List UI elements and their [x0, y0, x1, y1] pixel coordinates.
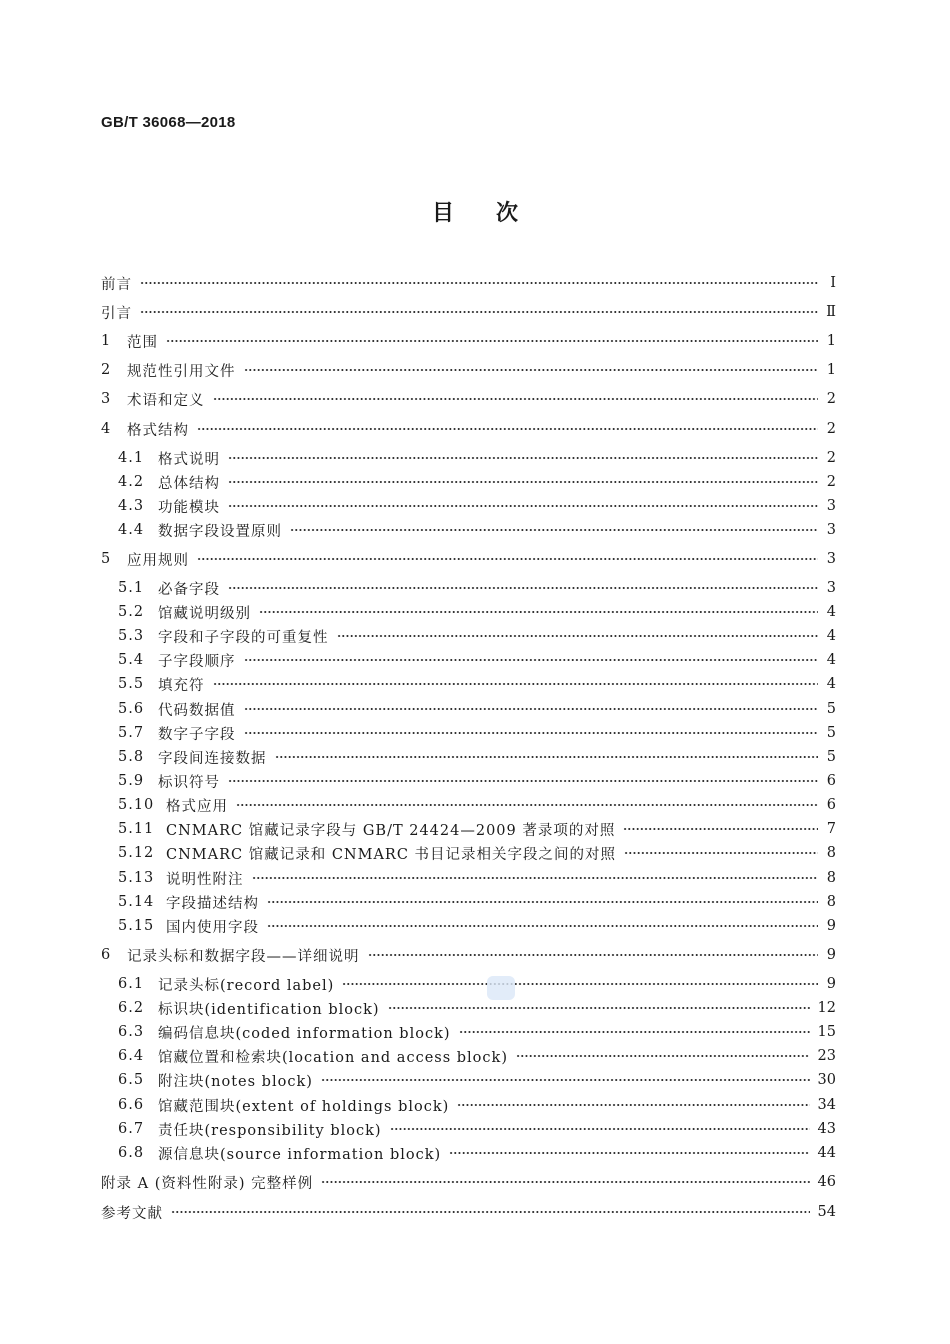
- toc-entry-page: 5: [826, 749, 836, 765]
- toc-entry-page: 3: [826, 522, 836, 538]
- dot-leader: [342, 983, 818, 985]
- dot-leader: [228, 587, 818, 589]
- toc-entry-number: 6.7: [118, 1121, 145, 1137]
- toc-entry-number: 5.11: [118, 821, 155, 837]
- toc-entry[interactable]: [101, 1045, 836, 1067]
- toc-entry[interactable]: [101, 818, 836, 840]
- toc-entry-number: 6.8: [118, 1145, 145, 1161]
- dot-leader: [228, 457, 818, 459]
- toc-entry[interactable]: [101, 891, 836, 913]
- toc-entry-title: 前言: [101, 276, 132, 293]
- toc-entry-number: 6.3: [118, 1024, 145, 1040]
- toc-entry-title: 数字子字段: [158, 726, 236, 743]
- toc-entry-number: 5.3: [118, 628, 145, 644]
- dot-leader: [213, 683, 819, 685]
- toc-entry-page: Ⅰ: [830, 275, 836, 291]
- toc-entry-title: 标识块(identification block): [158, 1001, 380, 1018]
- toc-entry-page: 4: [826, 628, 836, 644]
- toc-entry-page: 30: [817, 1072, 836, 1088]
- toc-entry[interactable]: [101, 649, 836, 671]
- toc-entry-page: 1: [826, 362, 836, 378]
- toc-entry-title: 馆藏位置和检索块(location and access block): [158, 1049, 508, 1066]
- page-title: [0, 196, 950, 227]
- dot-leader: [390, 1128, 810, 1130]
- dot-leader: [337, 635, 819, 637]
- toc-entry-page: 2: [826, 474, 836, 490]
- toc-entry-page: 2: [826, 421, 836, 437]
- toc-entry-number: 5.5: [118, 676, 145, 692]
- dot-leader: [321, 1181, 809, 1183]
- toc-entry-title: 责任块(responsibility block): [158, 1122, 382, 1139]
- toc-entry-title: 记录头标(record label): [158, 977, 335, 994]
- toc-entry[interactable]: [101, 301, 836, 323]
- toc-entry-title: 格式应用: [166, 798, 228, 815]
- toc-entry-title: 必备字段: [158, 581, 220, 598]
- toc-entry-number: 5.8: [118, 749, 145, 765]
- toc-entry[interactable]: [101, 746, 836, 768]
- toc-entry[interactable]: [101, 388, 836, 410]
- toc-entry-number: 5: [101, 551, 112, 567]
- toc-entry[interactable]: [101, 601, 836, 623]
- toc-entry-page: 5: [826, 725, 836, 741]
- toc-entry-number: 6.2: [118, 1000, 145, 1016]
- toc-entry-title: 格式结构: [127, 422, 189, 439]
- toc-entry-number: 6: [101, 947, 112, 963]
- dot-leader: [624, 852, 818, 854]
- toc-entry-number: 5.13: [118, 870, 155, 886]
- toc-entry-page: 44: [817, 1145, 836, 1161]
- toc-entry[interactable]: [101, 359, 836, 381]
- toc-entry-title: 应用规则: [127, 552, 189, 569]
- dot-leader: [140, 282, 818, 284]
- toc-entry-page: 8: [826, 845, 836, 861]
- dot-leader: [244, 708, 819, 710]
- toc-entry-title: 规范性引用文件: [127, 363, 236, 380]
- toc-entry-page: 9: [826, 947, 836, 963]
- toc-entry-title: 说明性附注: [166, 871, 244, 888]
- toc-entry-number: 4.4: [118, 522, 145, 538]
- dot-leader: [259, 611, 818, 613]
- dot-leader: [321, 1079, 810, 1081]
- dot-leader: [228, 780, 818, 782]
- toc-entry-title: 引言: [101, 305, 132, 322]
- toc-entry-title: CNMARC 馆藏记录和 CNMARC 书目记录相关字段之间的对照: [166, 846, 617, 863]
- toc-entry-number: 4.2: [118, 474, 145, 490]
- toc-entry[interactable]: [101, 915, 836, 937]
- toc-entry-number: 4.3: [118, 498, 145, 514]
- dot-leader: [267, 901, 818, 903]
- toc-entry[interactable]: [101, 842, 836, 864]
- toc-entry-page: 3: [826, 580, 836, 596]
- toc-entry-page: 4: [826, 676, 836, 692]
- toc-entry-number: 3: [101, 391, 112, 407]
- toc-entry[interactable]: [101, 997, 836, 1019]
- toc-entry-title: 总体结构: [158, 475, 220, 492]
- toc-entry-title: CNMARC 馆藏记录字段与 GB/T 24424—2009 著录项的对照: [166, 822, 616, 839]
- toc-entry[interactable]: [101, 418, 836, 440]
- toc-entry-number: 5.14: [118, 894, 155, 910]
- toc-entry[interactable]: [101, 973, 836, 995]
- toc-entry-page: 2: [826, 450, 836, 466]
- toc-entry-number: 2: [101, 362, 112, 378]
- toc-entry-number: 6.5: [118, 1072, 145, 1088]
- toc-entry-title: 编码信息块(coded information block): [158, 1025, 451, 1042]
- toc-entry[interactable]: [101, 1201, 836, 1223]
- toc-entry-page: 12: [817, 1000, 836, 1016]
- toc-entry-page: 6: [826, 773, 836, 789]
- toc-entry-number: 5.9: [118, 773, 145, 789]
- toc-entry[interactable]: [101, 272, 836, 294]
- toc-entry-page: 23: [817, 1048, 836, 1064]
- toc-entry[interactable]: [101, 1142, 836, 1164]
- dot-leader: [244, 369, 819, 371]
- toc-entry-title: 附录 A (资料性附录) 完整样例: [101, 1175, 314, 1192]
- toc-entry-title: 附注块(notes block): [158, 1073, 313, 1090]
- toc-entry-number: 6.4: [118, 1048, 145, 1064]
- toc-entry-title: 数据字段设置原则: [158, 523, 282, 540]
- toc-entry-page: 54: [817, 1204, 836, 1220]
- toc-entry-page: 6: [826, 797, 836, 813]
- toc-entry-title: 源信息块(source information block): [158, 1146, 442, 1163]
- toc-entry-page: 34: [817, 1097, 836, 1113]
- toc-entry[interactable]: [101, 548, 836, 570]
- toc-entry[interactable]: [101, 1069, 836, 1091]
- toc-entry-title: 馆藏说明级别: [158, 605, 251, 622]
- toc-entry[interactable]: [101, 447, 836, 469]
- toc-entry-title: 记录头标和数据字段——详细说明: [127, 948, 360, 965]
- dot-leader: [368, 954, 819, 956]
- dot-leader: [244, 732, 819, 734]
- dot-leader: [252, 877, 819, 879]
- toc-entry-number: 5.7: [118, 725, 145, 741]
- dot-leader: [388, 1007, 810, 1009]
- toc-entry-number: 5.12: [118, 845, 155, 861]
- toc-entry-page: 8: [826, 870, 836, 886]
- toc-entry[interactable]: [101, 673, 836, 695]
- toc-entry[interactable]: [101, 867, 836, 889]
- toc-entry-title: 填充符: [158, 677, 205, 694]
- toc-entry[interactable]: [101, 330, 836, 352]
- toc-entry-title: 格式说明: [158, 451, 220, 468]
- toc-entry-title: 术语和定义: [127, 392, 205, 409]
- dot-leader: [197, 558, 818, 560]
- toc-entry-number: 5.4: [118, 652, 145, 668]
- toc-entry[interactable]: [101, 471, 836, 493]
- toc-entry[interactable]: [101, 722, 836, 744]
- toc-entry-title: 子字段顺序: [158, 653, 236, 670]
- toc-entry[interactable]: [101, 944, 836, 966]
- dot-leader: [457, 1104, 809, 1106]
- toc-entry-page: 9: [826, 976, 836, 992]
- page-title-char-1: 目: [431, 201, 454, 226]
- toc-entry-number: 1: [101, 333, 112, 349]
- toc-entry[interactable]: [101, 1118, 836, 1140]
- toc-entry-number: 5.10: [118, 797, 155, 813]
- toc-entry-number: 4: [101, 421, 112, 437]
- dot-leader: [236, 804, 818, 806]
- toc-entry[interactable]: [101, 770, 836, 792]
- toc-entry-title: 国内使用字段: [166, 919, 259, 936]
- toc-entry[interactable]: [101, 1021, 836, 1043]
- dot-leader: [228, 481, 818, 483]
- toc-entry-number: 5.1: [118, 580, 145, 596]
- dot-leader: [290, 529, 818, 531]
- toc-entry-page: 9: [826, 918, 836, 934]
- toc-entry-page: 8: [826, 894, 836, 910]
- toc-entry-number: 5.6: [118, 701, 145, 717]
- dot-leader: [275, 756, 819, 758]
- dot-leader: [166, 340, 818, 342]
- toc-entry-page: 4: [826, 652, 836, 668]
- toc-entry-page: 43: [817, 1121, 836, 1137]
- toc-entry[interactable]: [101, 577, 836, 599]
- dot-leader: [244, 659, 819, 661]
- toc-entry-title: 字段和子字段的可重复性: [158, 629, 329, 646]
- dot-leader: [228, 505, 818, 507]
- dot-leader: [459, 1031, 810, 1033]
- toc-entry-page: 3: [826, 498, 836, 514]
- toc-entry[interactable]: [101, 519, 836, 541]
- toc-entry-page: 46: [817, 1174, 836, 1190]
- toc-entry-number: 5.15: [118, 918, 155, 934]
- toc-entry[interactable]: [101, 495, 836, 517]
- toc-entry-number: 4.1: [118, 450, 145, 466]
- toc-entry-number: 5.2: [118, 604, 145, 620]
- toc-entry[interactable]: [101, 698, 836, 720]
- toc-entry-page: Ⅱ: [826, 304, 836, 320]
- toc-entry-title: 功能模块: [158, 499, 220, 516]
- toc-entry-page: 5: [826, 701, 836, 717]
- toc-entry-title: 字段间连接数据: [158, 750, 267, 767]
- toc-entry[interactable]: [101, 1171, 836, 1193]
- toc-entry-page: 2: [826, 391, 836, 407]
- toc-entry[interactable]: [101, 1094, 836, 1116]
- dot-leader: [516, 1055, 810, 1057]
- dot-leader: [623, 828, 818, 830]
- toc-entry[interactable]: [101, 625, 836, 647]
- dot-leader: [267, 925, 818, 927]
- toc-entry-page: 7: [826, 821, 836, 837]
- dot-leader: [171, 1211, 810, 1213]
- page-title-char-2: 次: [496, 201, 519, 226]
- toc-entry-title: 范围: [127, 334, 158, 351]
- toc-entry-title: 参考文献: [101, 1205, 163, 1222]
- watermark-logo: [487, 976, 515, 1000]
- toc-entry-page: 4: [826, 604, 836, 620]
- toc-entry-title: 代码数据值: [158, 702, 236, 719]
- dot-leader: [140, 311, 818, 313]
- toc-entry-title: 标识符号: [158, 774, 220, 791]
- toc-entry-page: 3: [826, 551, 836, 567]
- dot-leader: [197, 428, 818, 430]
- dot-leader: [213, 398, 819, 400]
- toc-entry[interactable]: [101, 794, 836, 816]
- toc-entry-page: 15: [817, 1024, 836, 1040]
- toc-entry-title: 馆藏范围块(extent of holdings block): [158, 1098, 450, 1115]
- toc-entry-number: 6.6: [118, 1097, 145, 1113]
- dot-leader: [449, 1152, 809, 1154]
- standard-code: GB/T 36068—2018: [101, 114, 236, 131]
- toc-entry-title: 字段描述结构: [166, 895, 259, 912]
- toc-entry-page: 1: [826, 333, 836, 349]
- toc-entry-number: 6.1: [118, 976, 145, 992]
